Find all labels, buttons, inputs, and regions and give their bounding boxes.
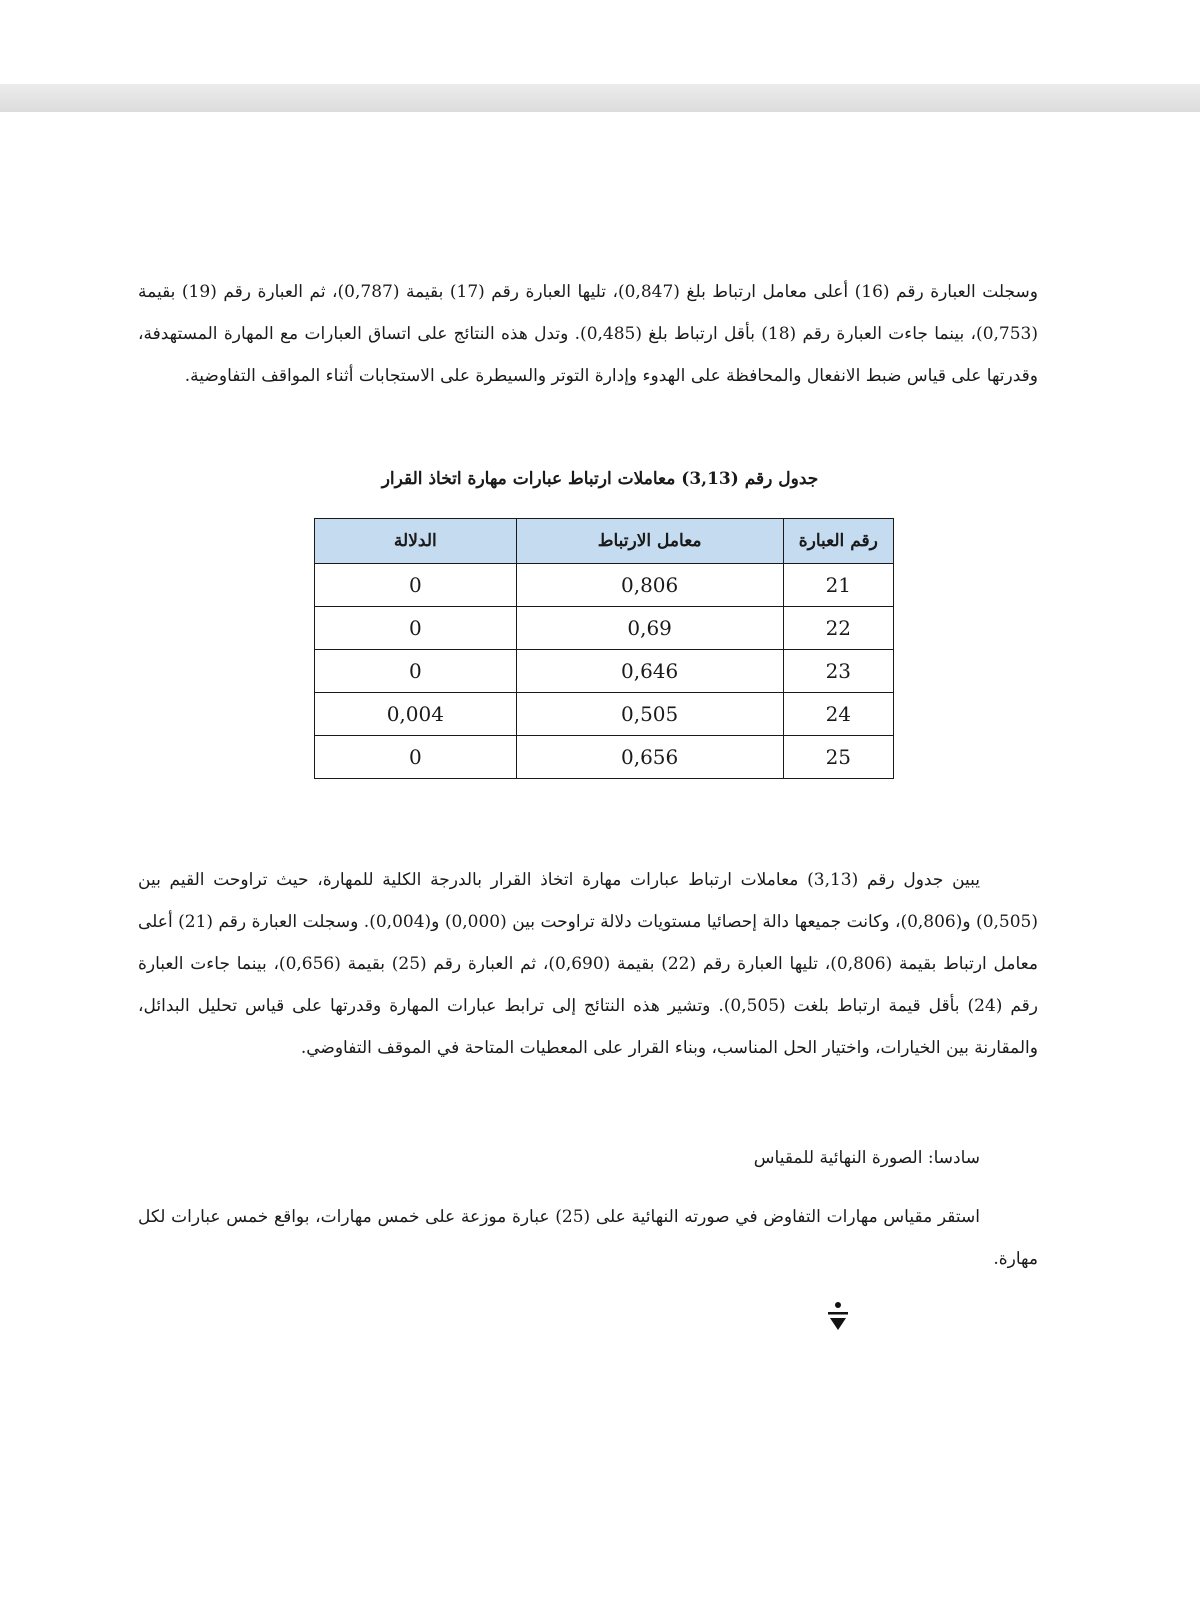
cell-significance: 0 — [315, 736, 517, 779]
viewer-top-band — [0, 84, 1200, 113]
paragraph-final-scale: استقر مقياس مهارات التفاوض في صورته النهائية على (25) عبارة موزعة على خمس مهارات، بواقع خمس عبارات لكل مهارة. — [138, 1207, 1038, 1269]
cell-significance: 0 — [315, 650, 517, 693]
table-row — [315, 607, 894, 650]
cell-correlation: 0,656 — [516, 736, 783, 779]
cell-correlation: 0,69 — [516, 607, 783, 650]
paragraph-table-discussion: يبين جدول رقم (3,13) معاملات ارتباط عبارات مهارة اتخاذ القرار بالدرجة الكلية للمهارة، حيث تراوحت القيم بين (0,505) و(0,806)، وكانت جميعها دالة إحصائيا مستويات دلالة تراوحت بين (0,000) و(0,004). وسجلت العبارة رقم (21) أعلى معامل ارتباط بقيمة (0,806)، تليها العبارة رقم (22) بقيمة (0,690)، ثم العبارة رقم (25) بقيمة (0,656)، بينما جاءت العبارة رقم (24) بأقل قيمة ارتباط بلغت (0,505). وتشير هذه النتائج إلى ترابط عبارات المهارة وقدرتها على قياس تحليل البدائل، والمقارنة بين الخيارات، واختيار الحل المناسب، وبناء القرار على المعطيات المتاحة في الموقف التفاوضي. — [138, 870, 1038, 1058]
table-row — [315, 564, 894, 607]
header-item-number: رقم العبارة — [783, 519, 893, 564]
cell-significance: 0 — [315, 564, 517, 607]
paragraph-results-item-16: وسجلت العبارة رقم (16) أعلى معامل ارتباط بلغ (0,847)، تليها العبارة رقم (17) بقيمة (0,787)، ثم العبارة رقم (19) بقيمة (0,753)، بينما جاءت العبارة رقم (18) بأقل ارتباط بلغ (0,485). وتدل هذه النتائج على اتساق العبارات مع المهارة المستهدفة، وقدرتها على قياس ضبط الانفعال والمحافظة على الهدوء وإدارة التوتر والسيطرة على الاستجابات أثناء المواقف التفاوضية. — [138, 282, 1038, 386]
header-correlation: معامل الارتباط — [516, 519, 783, 564]
cell-correlation: 0,806 — [516, 564, 783, 607]
table-row — [315, 650, 894, 693]
cell-item-number: 24 — [783, 693, 893, 736]
cell-item-number: 25 — [783, 736, 893, 779]
table-row — [315, 736, 894, 779]
cell-item-number: 22 — [783, 607, 893, 650]
table-row — [315, 693, 894, 736]
table-caption: جدول رقم (3,13) معاملات ارتباط عبارات مهارة اتخاذ القرار — [381, 469, 819, 489]
cell-item-number: 23 — [783, 650, 893, 693]
cell-significance: 0,004 — [315, 693, 517, 736]
correlation-table — [314, 518, 894, 779]
cell-item-number: 21 — [783, 564, 893, 607]
cell-significance: 0 — [315, 607, 517, 650]
header-significance: الدلالة — [315, 519, 517, 564]
cell-correlation: 0,646 — [516, 650, 783, 693]
cell-correlation: 0,505 — [516, 693, 783, 736]
table-header-row — [315, 519, 894, 564]
scroll-down-arrow-icon[interactable] — [826, 1300, 850, 1334]
section-heading-final-form: سادسا: الصورة النهائية للمقياس — [753, 1148, 980, 1168]
